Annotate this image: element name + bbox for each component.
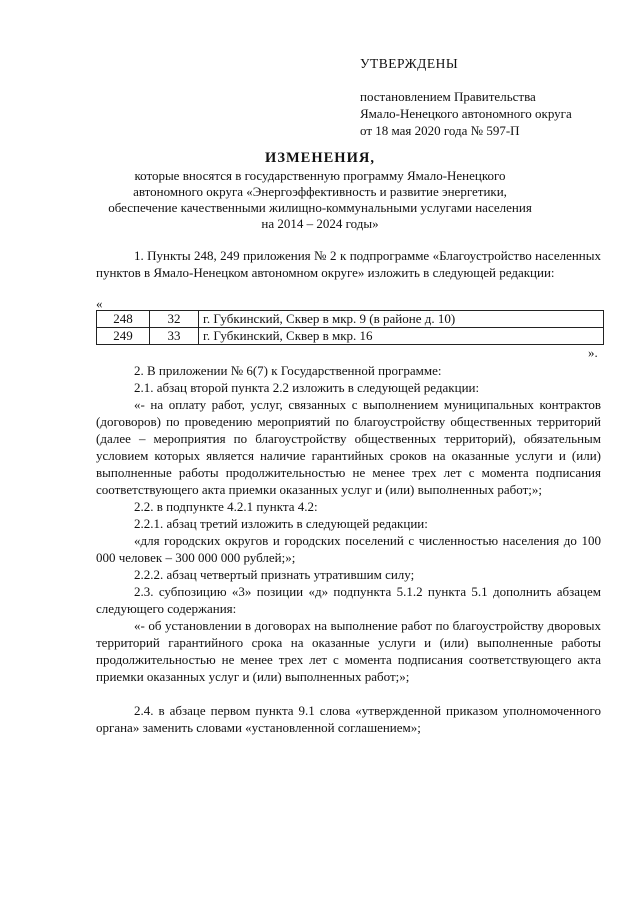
quote-close: ». <box>588 345 598 360</box>
table-row <box>97 328 604 345</box>
table-row <box>97 311 604 328</box>
paragraph: 2.1. абзац второй пункта 2.2 изложить в следующей редакции: <box>134 380 480 395</box>
paragraph: 2. В приложении № 6(7) к Государственной программе: <box>134 363 442 378</box>
quote-open: « <box>96 296 103 311</box>
paragraph: «- об установлении в договорах на выполнение работ по благоустройству дворовых территорий гарантийного срока на оказанные услуги и (или) выполненные работы продолжительностью не менее трех лет с момента подписания соответствующего акта приемки оказанных услуг и (или) выполненных работ;»; <box>96 618 601 684</box>
document-subtitle <box>90 168 550 232</box>
subtitle-line: которые вносятся в государственную программу Ямало-Ненецкого <box>134 168 506 183</box>
paragraph: «для городских округов и городских поселений с численностью населения до 100 000 человек – 300 000 000 рублей;»; <box>96 533 601 565</box>
table-cell-code: 33 <box>150 328 199 345</box>
paragraph: 2.2. в подпункте 4.2.1 пункта 4.2: <box>134 499 318 514</box>
table-cell-number: 248 <box>97 311 150 328</box>
paragraph: 2.3. субпозицию «3» позиции «д» подпункта 5.1.2 пункта 5.1 дополнить абзацем следующего содержания: <box>96 584 601 616</box>
table-cell-object: г. Губкинский, Сквер в мкр. 16 <box>199 328 604 345</box>
table-cell-number: 249 <box>97 328 150 345</box>
approval-line: Ямало-Ненецкого автономного округа <box>360 106 572 121</box>
approval-line: постановлением Правительства <box>360 89 536 104</box>
approval-block <box>360 88 572 139</box>
paragraph: 2.2.1. абзац третий изложить в следующей редакции: <box>134 516 428 531</box>
subtitle-line: обеспечение качественными жилищно-коммунальными услугами населения <box>108 200 532 215</box>
subtitle-line: на 2014 – 2024 годы» <box>261 216 379 231</box>
objects-table <box>96 310 604 345</box>
paragraph: 2.2.2. абзац четвертый признать утратившим силу; <box>134 567 415 582</box>
subtitle-line: автономного округа «Энергоэффективность и развитие энергетики, <box>133 184 507 199</box>
document-title: ИЗМЕНЕНИЯ, <box>265 150 375 166</box>
paragraph: «- на оплату работ, услуг, связанных с выполнением муниципальных контрактов (договоров) по проведению мероприятий по благоустройству общественных территорий (далее – мероприятия по благоустройству общественных территорий), обязательным условием которых является наличие гарантийных сроков на оказанные услуги и (или) выполненные работы продолжительностью не менее трех лет с момента подписания соответствующего акта приемки оказанных услуг и (или) выполненных работ;»; <box>96 397 601 497</box>
table-cell-object: г. Губкинский, Сквер в мкр. 9 (в районе д. 10) <box>199 311 604 328</box>
approved-stamp: УТВЕРЖДЕНЫ <box>360 56 459 71</box>
paragraph-item-1: 1. Пункты 248, 249 приложения № 2 к подпрограмме «Благоустройство населенных пунктов в Ямало-Ненецком автономном округе» изложить в следующей редакции: <box>96 248 601 280</box>
paragraph: 2.4. в абзаце первом пункта 9.1 слова «утвержденной приказом уполномоченного органа» заменить словами «установленной соглашением»; <box>96 703 601 735</box>
approval-line: от 18 мая 2020 года № 597-П <box>360 123 520 138</box>
table-cell-code: 32 <box>150 311 199 328</box>
